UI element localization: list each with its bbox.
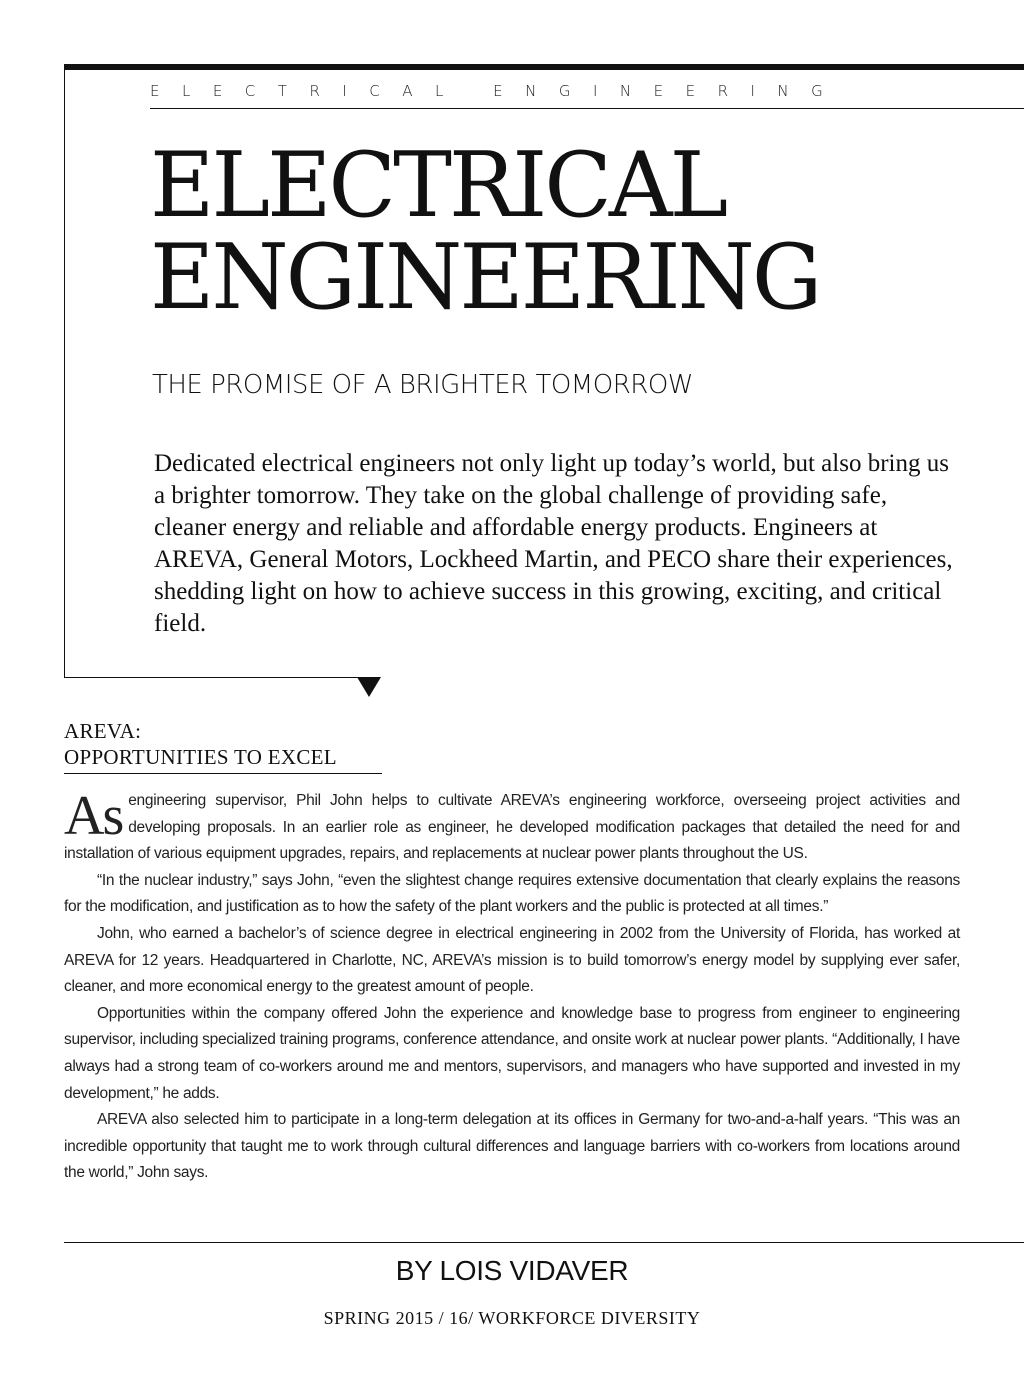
article-subtitle: THE PROMISE OF A BRIGHTER TOMORROW	[152, 370, 694, 400]
bottom-rule	[64, 1242, 1024, 1243]
drop-cap: As	[64, 785, 123, 847]
body-paragraph: John, who earned a bachelor’s of science degree in electrical engineering in 2002 from the University of Florida, has worked at AREVA for 12 years. Headquartered in Charlotte, NC, AREVA’s mission is to build tomorrow’s energy model by supplying ever safer, cleaner, and more economical energy to the greatest amount of people.	[64, 924, 960, 996]
section-label: ELECTRICAL ENGINEERING	[150, 82, 846, 100]
body-paragraph-text: engineering supervisor, Phil John helps to cultivate AREVA’s engineering workforce, overseeing project activities and developing proposals. In an earlier role as engineer, he developed modification packages that detailed the need for and installation of various equipment upgrades, repairs, and replacements at nuclear power plants throughout the US.	[64, 792, 960, 863]
article-title	[150, 133, 820, 330]
section-heading-rule	[64, 773, 382, 774]
byline: BY LOIS VIDAVER	[395, 1255, 629, 1286]
body-paragraph: “In the nuclear industry,” says John, “even the slightest change requires extensive documentation that clearly explains the reasons for the modification, and justification as to how the safety of the plant workers and the public is protected at all times.”	[64, 871, 960, 916]
body-paragraph	[64, 785, 960, 868]
body-paragraph: Opportunities within the company offered John the experience and knowledge base to progress from engineer to engineering supervisor, including specialized training programs, conference attendance, and onsite work at nuclear power plants. “Additionally, I have always had a strong team of co-workers around me and mentors, supervisors, and managers who have supported and invested in my development,” he adds.	[64, 1004, 960, 1102]
page-footer: SPRING 2015 / 16/ WORKFORCE DIVERSITY	[323, 1308, 701, 1328]
article-body	[64, 785, 960, 1187]
title-line-1: ELECTRICAL	[150, 133, 726, 238]
top-rule-bar	[64, 64, 1024, 70]
section-label-rule	[150, 108, 1024, 109]
body-paragraph: AREVA also selected him to participate in a long-term delegation at its offices in Germany for two-and-a-half years. “This was an incredible opportunity that taught me to work through cultural differences and language barriers with co-workers from locations around the world,” John says.	[64, 1111, 960, 1182]
section-heading-line-2: OPPORTUNITIES TO EXCEL	[64, 745, 337, 769]
frame-left-rule	[64, 64, 65, 678]
frame-bottom-rule	[64, 677, 380, 678]
section-heading	[64, 718, 337, 770]
section-heading-line-1: AREVA:	[64, 719, 142, 743]
title-line-2: ENGINEERING	[150, 225, 820, 330]
intro-paragraph: Dedicated electrical engineers not only light up today’s world, but also bring us a brighter tomorrow. They take on the global challenge of providing safe, cleaner energy and reliable and affordable energy products. Engineers at AREVA, General Motors, Lockheed Martin, and PECO share their experiences, shedding light on how to achieve success in this growing, exciting, and critical field.	[154, 450, 953, 637]
down-arrow-icon	[357, 677, 381, 697]
